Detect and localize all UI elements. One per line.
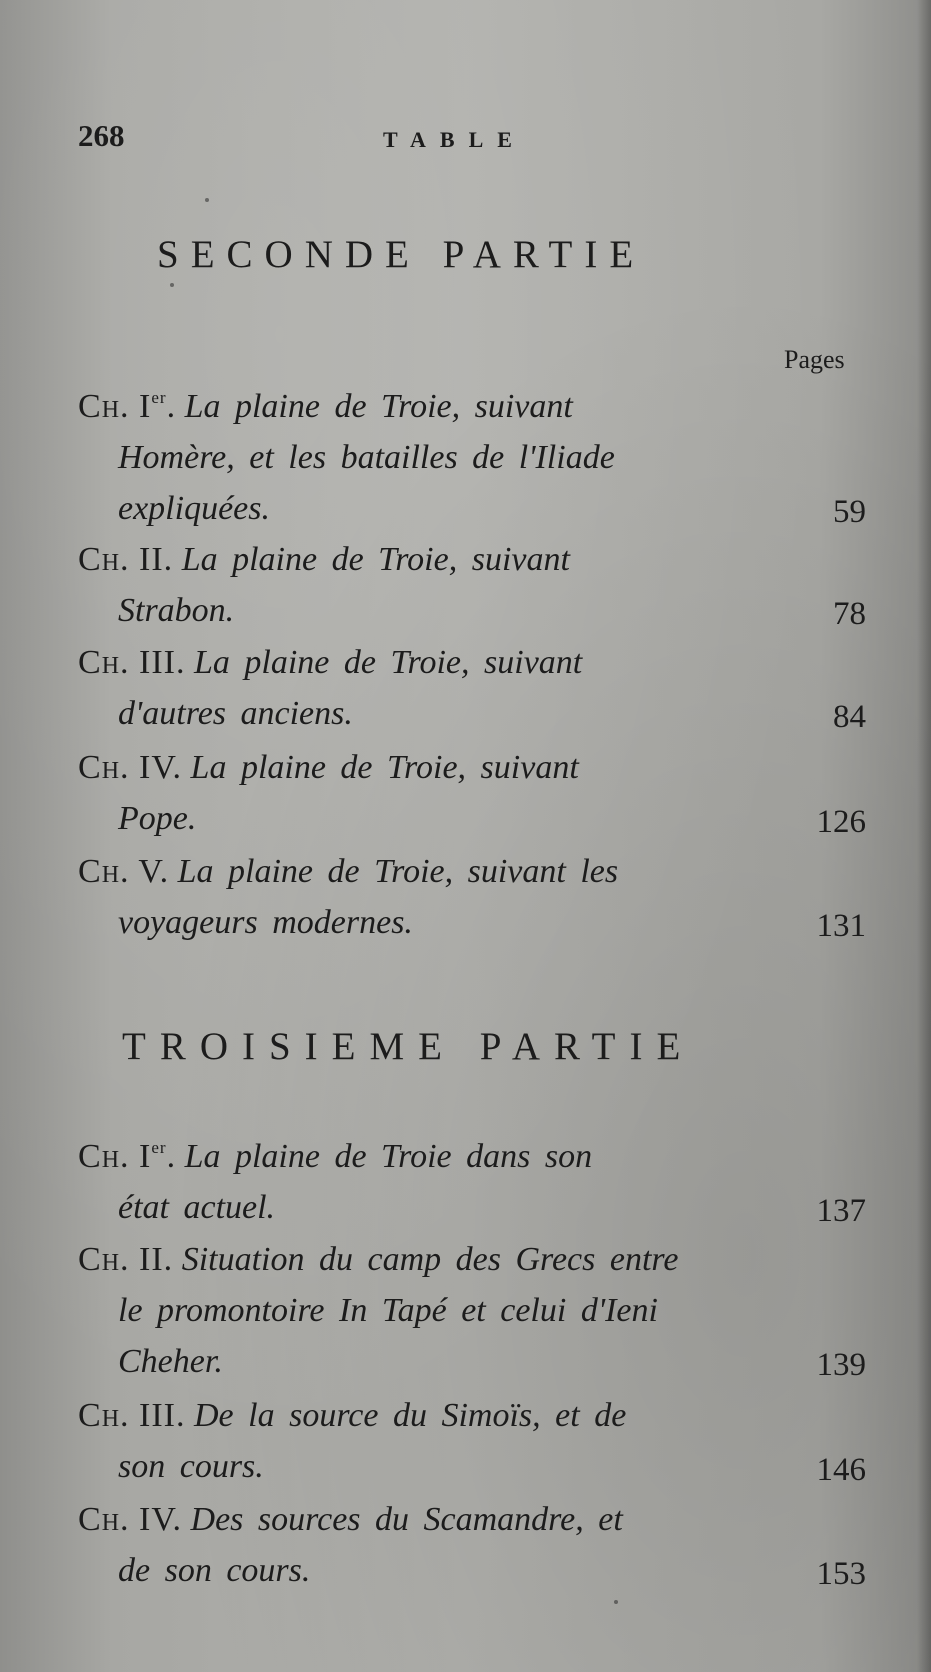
chapter-label-superscript: er	[151, 388, 167, 407]
toc-entry-first-line	[78, 541, 570, 579]
paper-speck	[614, 1600, 618, 1604]
chapter-label-initial: C	[78, 1138, 102, 1175]
chapter-label	[78, 644, 186, 681]
chapter-label-number: . II.	[120, 541, 174, 578]
page-reference: 78	[833, 596, 866, 632]
toc-entry-first-line	[78, 1501, 623, 1539]
chapter-label-number: . II.	[120, 1241, 174, 1278]
chapter-title: La plaine de Troie, suivant	[181, 541, 570, 578]
toc-entry-first-line	[78, 749, 579, 787]
chapter-title-continuation: d'autres anciens.	[118, 695, 353, 732]
chapter-label-initial: C	[78, 388, 102, 425]
chapter-title: La plaine de Troie, suivant	[190, 749, 579, 786]
pages-column-label: Pages	[784, 345, 845, 374]
chapter-label-number: . IV.	[120, 749, 183, 786]
page-reference: 139	[816, 1347, 866, 1383]
chapter-label-initial: C	[78, 853, 102, 890]
chapter-label-number: . III.	[120, 1397, 186, 1434]
chapter-label-number: . IV.	[120, 1501, 183, 1538]
chapter-label-smallcap: H	[101, 1147, 121, 1173]
paper-speck	[205, 198, 209, 202]
chapter-label	[78, 749, 182, 786]
toc-entry-first-line	[78, 1138, 592, 1176]
part-two-heading: SECONDE PARTIE	[157, 233, 646, 276]
page-reference: 84	[833, 699, 866, 735]
chapter-title-continuation: de son cours.	[118, 1552, 311, 1589]
chapter-title-continuation: Homère, et les batailles de l'Iliade	[118, 439, 615, 476]
chapter-label-initial: C	[78, 1397, 102, 1434]
chapter-title: La plaine de Troie, suivant les	[177, 853, 619, 890]
toc-entry-first-line	[78, 1397, 626, 1435]
chapter-label-number: . I	[120, 1138, 152, 1175]
paper-speck	[170, 283, 174, 287]
chapter-label-smallcap: H	[101, 653, 121, 679]
chapter-title: Des sources du Scamandre, et	[190, 1501, 623, 1538]
chapter-label	[78, 541, 173, 578]
chapter-label-number: . III.	[120, 644, 186, 681]
chapter-title-continuation: Pope.	[118, 800, 197, 837]
toc-entry-first-line	[78, 388, 573, 426]
chapter-title-continuation: le promontoire In Tapé et celui d'Ieni	[118, 1292, 658, 1329]
chapter-label-initial: C	[78, 1501, 102, 1538]
chapter-label-initial: C	[78, 749, 102, 786]
chapter-label	[78, 1241, 173, 1278]
page-reference: 126	[816, 804, 866, 840]
chapter-title: Situation du camp des Grecs entre	[181, 1241, 679, 1278]
chapter-label-initial: C	[78, 644, 102, 681]
chapter-title: De la source du Simoïs, et de	[194, 1397, 627, 1434]
chapter-title-continuation: voyageurs modernes.	[118, 904, 413, 941]
page-reference: 146	[816, 1452, 866, 1488]
page-reference: 153	[816, 1556, 866, 1592]
chapter-title: La plaine de Troie dans son	[184, 1138, 593, 1175]
running-title: TABLE	[383, 127, 526, 152]
page-edge-shadow	[917, 0, 931, 1672]
chapter-label-smallcap: H	[101, 862, 121, 888]
chapter-label-smallcap: H	[101, 1510, 121, 1536]
chapter-title-continuation: Cheher.	[118, 1343, 223, 1380]
chapter-label-smallcap: H	[101, 550, 121, 576]
chapter-label-smallcap: H	[101, 397, 121, 423]
chapter-label-superscript: er	[151, 1138, 167, 1157]
part-three-heading: TROISIEME PARTIE	[122, 1025, 695, 1068]
chapter-title-continuation: expliquées.	[118, 490, 270, 527]
running-head	[78, 118, 868, 158]
chapter-label-smallcap: H	[101, 1406, 121, 1432]
toc-entry-first-line	[78, 644, 582, 682]
chapter-label	[78, 1397, 186, 1434]
chapter-title: La plaine de Troie, suivant	[184, 388, 573, 425]
chapter-label	[78, 388, 176, 425]
chapter-label-smallcap: H	[101, 758, 121, 784]
page-reference: 131	[816, 908, 866, 944]
chapter-title-continuation: Strabon.	[118, 592, 235, 629]
chapter-label-end: .	[166, 388, 177, 425]
chapter-label-number: . V.	[120, 853, 170, 890]
page-reference: 137	[816, 1193, 866, 1229]
chapter-title-continuation: son cours.	[118, 1448, 264, 1485]
chapter-title-continuation: état actuel.	[118, 1189, 276, 1226]
chapter-label-smallcap: H	[101, 1250, 121, 1276]
chapter-label-initial: C	[78, 541, 102, 578]
chapter-label	[78, 1501, 182, 1538]
chapter-title: La plaine de Troie, suivant	[194, 644, 583, 681]
chapter-label-initial: C	[78, 1241, 102, 1278]
page-reference: 59	[833, 494, 866, 530]
chapter-label-end: .	[166, 1138, 177, 1175]
toc-entry-first-line	[78, 853, 618, 891]
chapter-label	[78, 853, 169, 890]
chapter-label	[78, 1138, 176, 1175]
chapter-label-number: . I	[120, 388, 152, 425]
page-number: 268	[78, 118, 125, 153]
toc-entry-first-line	[78, 1241, 678, 1279]
